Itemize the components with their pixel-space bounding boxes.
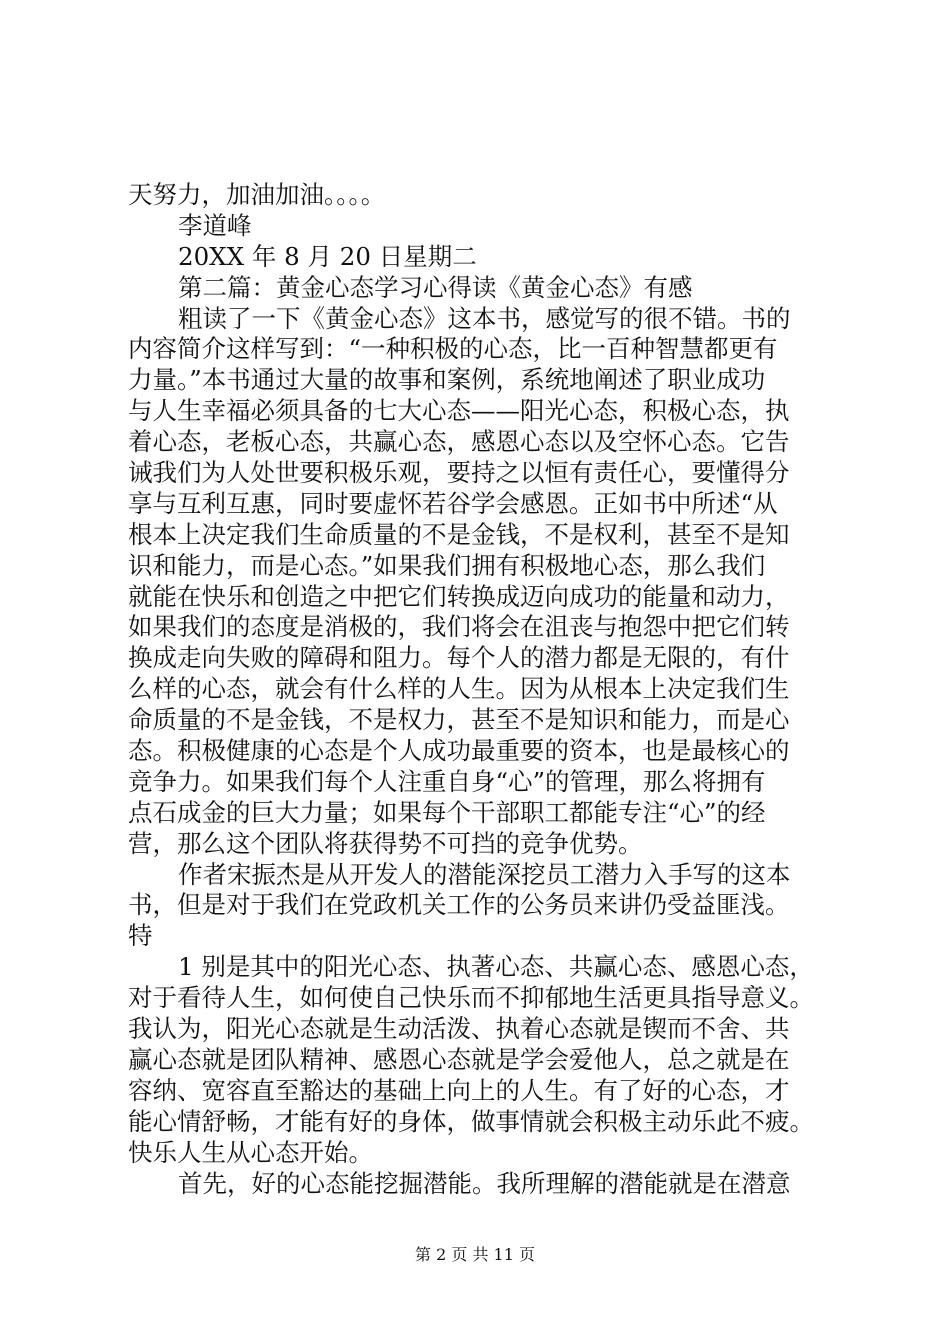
- body-line: 能心情舒畅，才能有好的身体，做事情就会积极主动乐此不疲。: [128, 1106, 814, 1136]
- body-line: 容纳、宽容直至豁达的基础上向上的人生。有了好的心态，才: [128, 1075, 790, 1105]
- body-line: 作者宋振杰是从开发人的潜能深挖员工潜力入手写的这本: [178, 859, 791, 889]
- body-line: 对于看待人生，如何使自己快乐而不抑郁地生活更具指导意义。: [128, 983, 814, 1013]
- body-line: 我认为，阳光心态就是生动活泼、执着心态就是锲而不舍、共: [128, 1014, 790, 1044]
- body-line: 换成走向失败的障碍和阻力。每个人的潜力都是无限的，有什: [128, 643, 790, 673]
- body-line: 粗读了一下《黄金心态》这本书，感觉写的很不错。书的: [178, 303, 791, 333]
- body-line: 享与互利互惠，同时要虚怀若谷学会感恩。正如书中所述“从: [128, 488, 778, 518]
- body-line: 天努力，加油加油。。。。: [128, 180, 386, 209]
- body-line: 首先，好的心态能挖掘潜能。我所理解的潜能就是在潜意: [178, 1168, 791, 1198]
- body-line: 如果我们的态度是消极的，我们将会在沮丧与抱怨中把它们转: [128, 612, 790, 642]
- body-line: 竞争力。如果我们每个人注重自身“心”的管理，那么将拥有: [128, 766, 766, 796]
- body-line: 赢心态就是团队精神、感恩心态就是学会爱他人，总之就是在: [128, 1044, 790, 1074]
- body-line: 根本上决定我们生命质量的不是金钱，不是权利，甚至不是知: [128, 519, 790, 549]
- body-line: 营，那么这个团队将获得势不可挡的竞争优势。: [128, 828, 643, 858]
- body-line: 力量。”本书通过大量的故事和案例，系统地阐述了职业成功: [128, 365, 766, 395]
- page-number-footer: 第 2 页 共 11 页: [415, 1245, 535, 1264]
- body-line: 与人生幸福必须具备的七大心态——阳光心态，积极心态，执: [128, 396, 790, 426]
- body-line: 就能在快乐和创造之中把它们转换成迈向成功的能量和动力，: [128, 581, 790, 611]
- body-line: 么样的心态，就会有什么样的人生。因为从根本上决定我们生: [128, 674, 790, 704]
- body-line: 书，但是对于我们在党政机关工作的公务员来讲仍受益匪浅。: [128, 890, 790, 920]
- body-line: 识和能力，而是心态。”如果我们拥有积极地心态，那么我们: [128, 550, 766, 580]
- body-line: 着心态，老板心态，共赢心态，感恩心态以及空怀心态。它告: [128, 427, 790, 457]
- body-line: 1 别是其中的阳光心态、执著心态、共赢心态、感恩心态，: [178, 952, 814, 982]
- date-line: 20XX 年 8 月 20 日星期二: [178, 241, 477, 271]
- body-line: 态。积极健康的心态是个人成功最重要的资本，也是最核心的: [128, 736, 790, 766]
- author-name: 李道峰: [178, 210, 252, 240]
- body-line: 命质量的不是金钱，不是权力，甚至不是知识和能力，而是心: [128, 705, 790, 735]
- body-line: 快乐人生从心态开始。: [128, 1137, 373, 1167]
- body-line: 诫我们为人处世要积极乐观，要持之以恒有责任心，要懂得分: [128, 458, 790, 488]
- document-body: [128, 180, 840, 1199]
- body-line: 内容简介这样写到：“一种积极的心态，比一百种智慧都更有: [128, 334, 778, 364]
- section-title: 第二篇：黄金心态学习心得读《黄金心态》有感: [178, 272, 693, 302]
- body-line: 特: [128, 921, 153, 951]
- body-line: 点石成金的巨大力量；如果每个干部职工都能专注“心”的经: [128, 797, 766, 827]
